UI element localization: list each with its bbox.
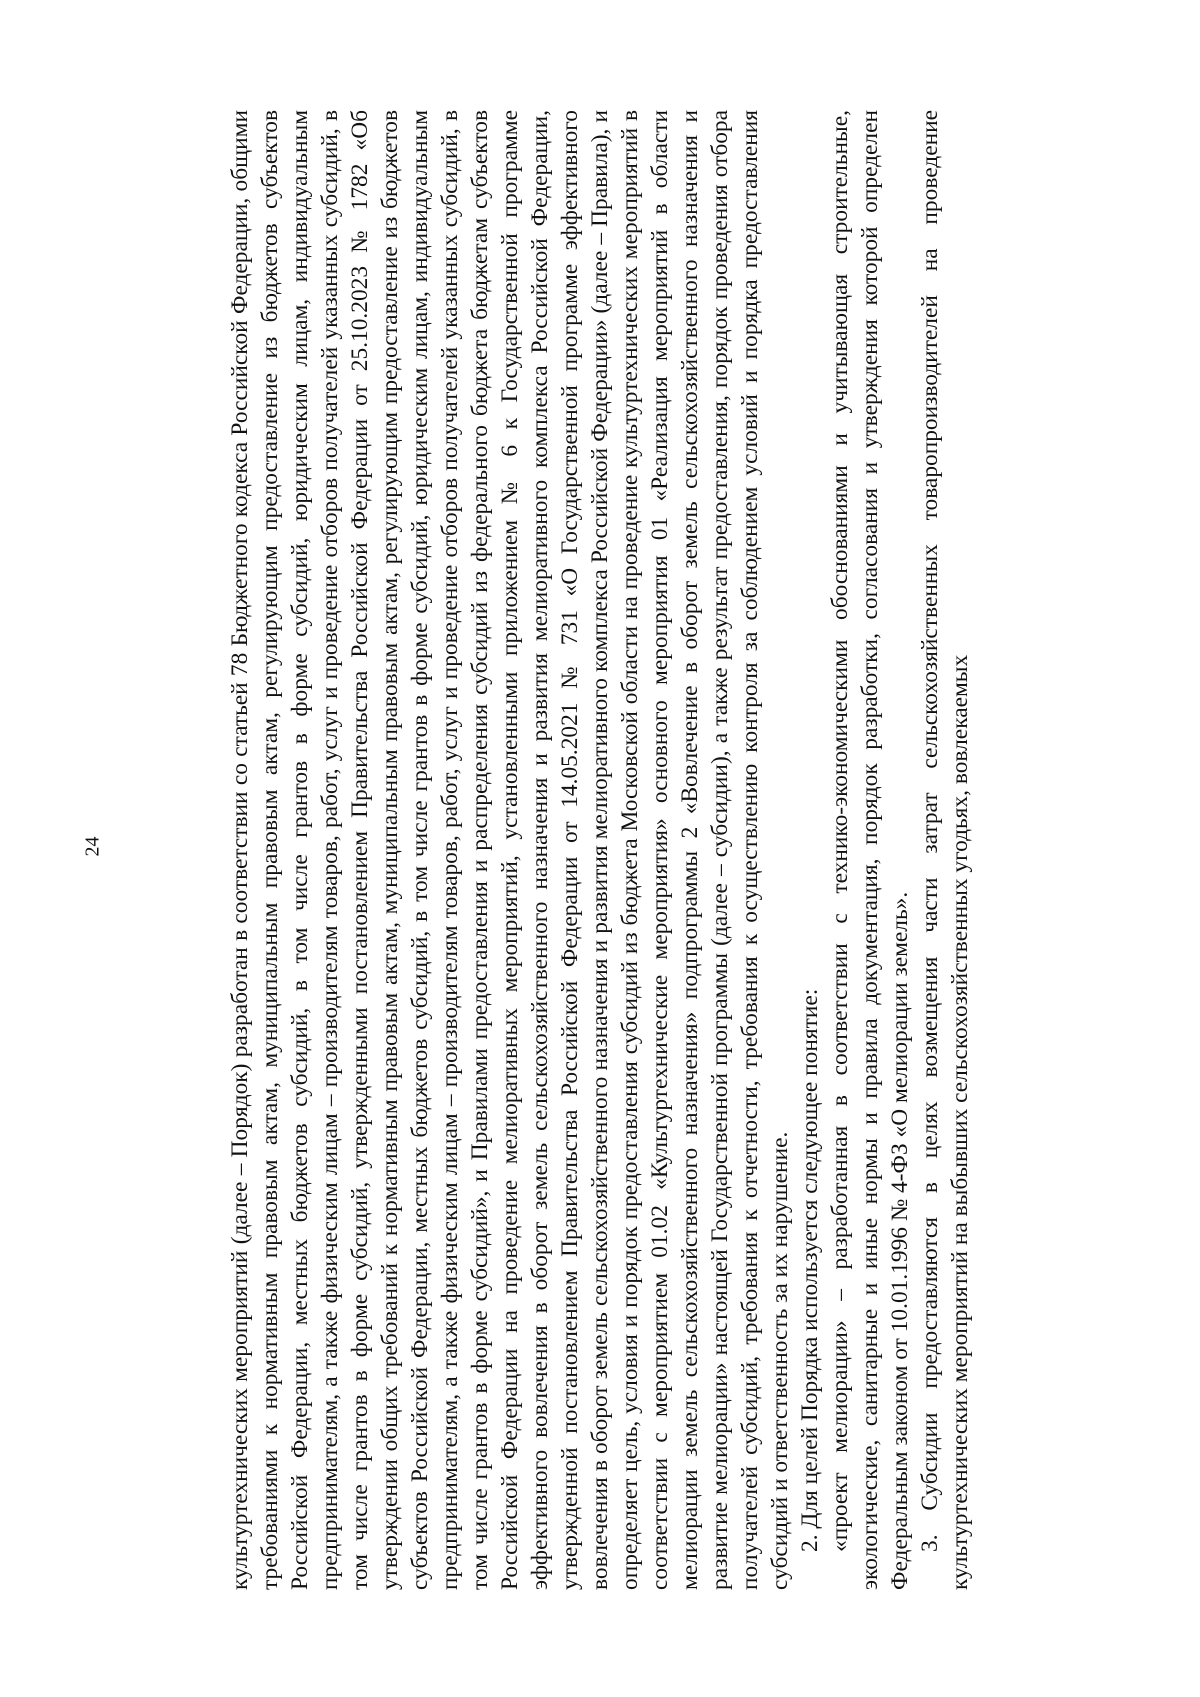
page-number: 24 [81,836,104,857]
paragraph-1: культуртехнических мероприятий (далее – Порядок) разработан в соответствии со статьей 78 Бюджетного кодекса Российской Федерации, общими требованиями к нормативным правовым актам, муниципальным правовым актам, регулирующим предоставление из бюджетов субъектов Российской Федерации, местных бюджетов субсидий, в том числе грантов в форме субсидий, юридическим лицам, индивидуальным предпринимателям, а также физическим лицам – производителям товаров, работ, услуг и проведение отборов получателей указанных субсидий, в том числе грантов в форме субсидий, утвержденными постановлением Правительства Российской Федерации от 25.10.2023 № 1782 «Об утверждении общих требований к нормативным правовым актам, муниципальным правовым актам, регулирующим предоставление из бюджетов субъектов Российской Федерации, местных бюджетов субсидий, в том числе грантов в форме субсидий, юридическим лицам, индивидуальным предпринимателям, а также физическим лицам – производителям товаров, работ, услуг и проведение отборов получателей указанных субсидий, в том числе грантов в форме субсидий», и Правилами предоставления и распределения субсидий из федерального бюджета бюджетам субъектов Российской Федерации на проведение мелиоративных мероприятий, установленными приложением № 6 к Государственной программе эффективного вовлечения в оборот земель сельскохозяйственного назначения и развития мелиоративного комплекса Российской Федерации, утвержденной постановлением Правительства Российской Федерации от 14.05.2021 № 731 «О Государственной программе эффективного вовлечения в оборот земель сельскохозяйственного назначения и развития мелиоративного комплекса Российской Федерации» (далее – Правила), и определяет цель, условия и порядок предоставления субсидий из бюджета Московской области на проведение культуртехнических мероприятий в соответствии с мероприятием 01.02 «Культуртехнические мероприятия» основного мероприятия 01 «Реализация мероприятий в области мелиорации земель сельскохозяйственного назначения» подпрограммы 2 «Вовлечение в оборот земель сельскохозяйственного назначения и развитие мелиорации» настоящей Государственной программы (далее – субсидии), а также результат предоставления, порядок проведения отбора получателей субсидий, требования к отчетности, требования к осуществлению контроля за соблюдением условий и порядка предоставления субсидий и ответственность за их нарушение. [227,110,793,1590]
document-body [225,110,975,1590]
paragraph-3: «проект мелиорации» – разработанная в соответствии с технико-экономическими обоснованиями и учитывающая строительные, экологические, санитарные и иные нормы и правила документация, порядок разработки, согласования и утверждения которой определен Федеральным законом от 10.01.1996 № 4-ФЗ «О мелиорации земель». [827,110,913,1590]
paragraph-4: 3. Субсидии предоставляются в целях возмещения части затрат сельскохозяйственных товаропроизводителей на проведение культуртехнических мероприятий на выбывших сельскохозяйственных угодьях, вовлекаемых [917,110,973,1590]
paragraph-2: 2. Для целей Порядка используется следующее понятие: [797,988,823,1552]
